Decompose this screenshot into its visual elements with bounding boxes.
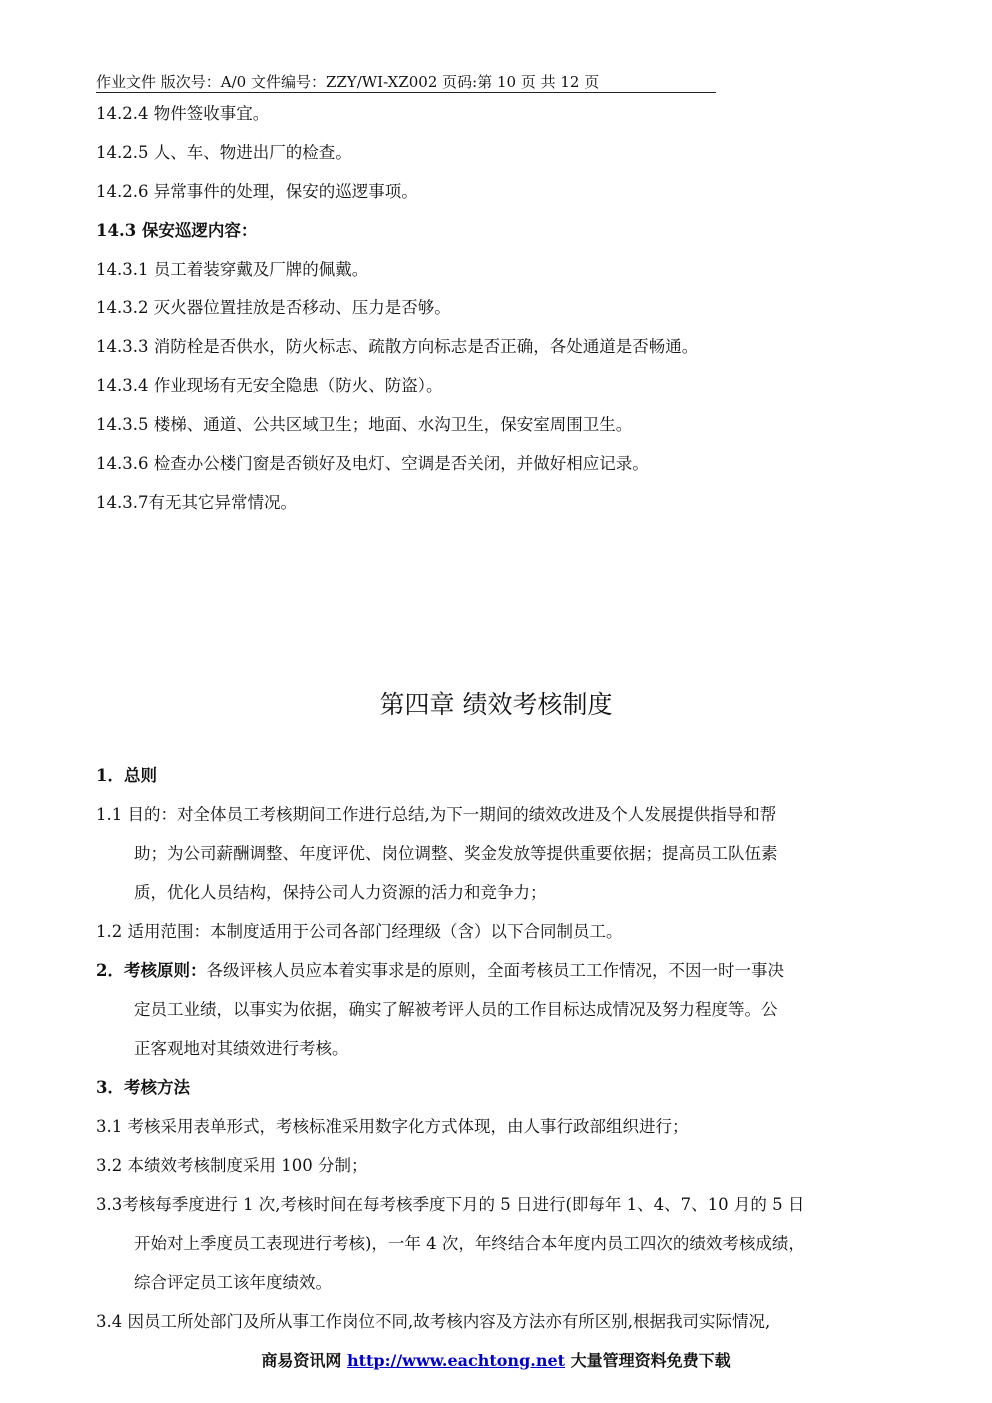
- clause-1-1-line-1: 1.1 目的：对全体员工考核期间工作进行总结,为下一期间的绩效改进及个人发展提供指导和帮: [96, 805, 777, 824]
- chapter-title: 第四章 绩效考核制度: [379, 690, 613, 719]
- section-2-text-1: 各级评核人员应本着实事求是的原则，全面考核员工工作情况，不因一时一事决: [206, 961, 784, 980]
- clause-14-3-7: 14.3.7有无其它异常情况。: [96, 493, 297, 512]
- clause-14-2-4: 14.2.4 物件签收事宜。: [96, 104, 270, 123]
- section-1-heading: 1．总则: [96, 766, 157, 785]
- clause-3-3-line-3: 综合评定员工该年度绩效。: [134, 1273, 332, 1292]
- clause-3-4: 3.4 因员工所处部门及所从事工作岗位不同,故考核内容及方法亦有所区别,根据我司实际情况,: [96, 1312, 771, 1331]
- section-2-label: 2．考核原则：: [96, 961, 207, 980]
- clause-14-3-2: 14.3.2 灭火器位置挂放是否移动、压力是否够。: [96, 298, 451, 317]
- clause-3-3-line-2: 开始对上季度员工表现进行考核)，一年 4 次，年终结合本年度内员工四次的绩效考核成绩，: [134, 1234, 805, 1253]
- footer-suffix: 大量管理资料免费下载: [565, 1351, 731, 1370]
- clause-1-1-line-3: 质，优化人员结构，保持公司人力资源的活力和竞争力；: [134, 883, 547, 902]
- clause-3-3-line-1: 3.3考核每季度进行 1 次,考核时间在每考核季度下月的 5 日进行(即每年 1、4、7、10 月的 5 日: [96, 1195, 805, 1214]
- section-2-line-3: 正客观地对其绩效进行考核。: [134, 1039, 349, 1058]
- clause-14-2-5: 14.2.5 人、车、物进出厂的检查。: [96, 143, 352, 162]
- clause-3-1: 3.1 考核采用表单形式，考核标准采用数字化方式体现，由人事行政部组织进行；: [96, 1117, 689, 1136]
- clause-14-3-6: 14.3.6 检查办公楼门窗是否锁好及电灯、空调是否关闭，并做好相应记录。: [96, 454, 649, 473]
- page-footer: [0, 1350, 992, 1372]
- section-2-line-2: 定员工业绩，以事实为依据，确实了解被考评人员的工作目标达成情况及努力程度等。公: [134, 1000, 778, 1019]
- clause-14-3-4: 14.3.4 作业现场有无安全隐患（防火、防盗）。: [96, 376, 443, 395]
- section-2-line-1: [96, 960, 784, 982]
- footer-link[interactable]: http://www.eachtong.net: [346, 1351, 566, 1370]
- document-header: 作业文件 版次号：A/0 文件编号：ZZY/WI-XZ002 页码:第 10 页 共 12 页: [96, 72, 716, 93]
- clause-1-1-line-2: 助；为公司薪酬调整、年度评优、岗位调整、奖金发放等提供重要依据；提高员工队伍素: [134, 844, 778, 863]
- clause-14-2-6: 14.2.6 异常事件的处理，保安的巡逻事项。: [96, 182, 418, 201]
- section-14-3-heading: 14.3 保安巡逻内容：: [96, 221, 258, 240]
- clause-1-2: 1.2 适用范围：本制度适用于公司各部门经理级（含）以下合同制员工。: [96, 922, 623, 941]
- clause-3-2: 3.2 本绩效考核制度采用 100 分制；: [96, 1156, 368, 1175]
- clause-14-3-5: 14.3.5 楼梯、通道、公共区域卫生；地面、水沟卫生，保安室周围卫生。: [96, 415, 633, 434]
- section-3-heading: 3．考核方法: [96, 1078, 190, 1097]
- footer-prefix: 商易资讯网: [261, 1351, 347, 1370]
- clause-14-3-1: 14.3.1 员工着装穿戴及厂牌的佩戴。: [96, 260, 369, 279]
- clause-14-3-3: 14.3.3 消防栓是否供水，防火标志、疏散方向标志是否正确，各处通道是否畅通。: [96, 337, 699, 356]
